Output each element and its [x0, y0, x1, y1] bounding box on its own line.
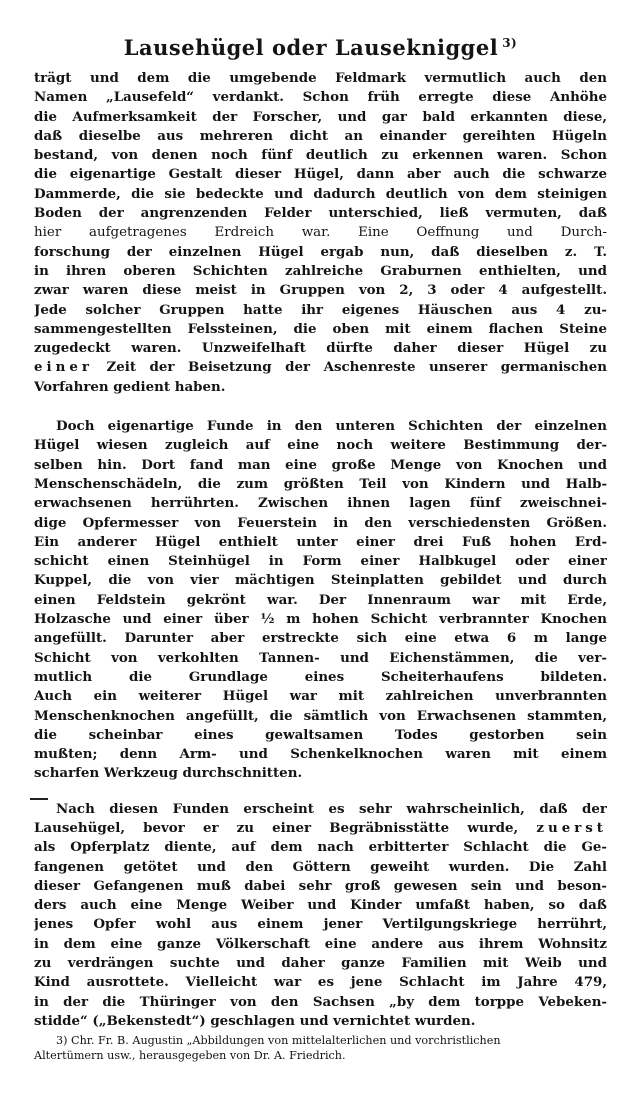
text-line-emphasis	[34, 358, 607, 377]
text-line: Doch eigenartige Funde in den unteren Schichten der einzelnen	[56, 418, 607, 435]
text-line: die eigenartige Gestalt dieser Hügel, dann aber auch die schwarze	[34, 166, 607, 183]
text-line: Dammerde, die sie bedeckte und dadurch deutlich von dem steinigen	[34, 185, 607, 202]
text-line: stidde“ („Bekenstedt“) geschlagen und vernichtet wurden.	[34, 1012, 476, 1029]
text-line: Ein anderer Hügel enthielt unter einer drei Fuß hohen Erd-	[34, 533, 607, 550]
text-line: erwachsenen herrührten. Zwischen ihnen lagen fünf zweischnei-	[34, 495, 607, 512]
text-line: Jede solcher Gruppen hatte ihr eigenes Häuschen aus 4 zu-	[34, 301, 607, 318]
text-line: mutlich die Grundlage eines Scheiterhaufens bildeten.	[34, 668, 607, 685]
text-line: zu verdrängen suchte und daher ganze Familien mit Weib und	[34, 955, 607, 972]
text-line: fangenen getötet und den Göttern geweiht wurden. Die Zahl	[34, 858, 607, 875]
text-line: bestand, von denen noch fünf deutlich zu erkennen waren. Schon	[34, 147, 607, 164]
footnote	[34, 1033, 607, 1063]
text-line: in ihren oberen Schichten zahlreiche Graburnen enthielten, und	[34, 262, 607, 279]
text-line: jenes Opfer wohl aus einem jener Vertilgungskriege herrührt,	[34, 916, 607, 933]
paragraph-1	[34, 69, 607, 397]
spaced-emphasis: zuerst	[536, 819, 607, 836]
text-line: dige Opfermesser von Feuerstein in den verschiedensten Größen.	[34, 514, 607, 531]
text-line: zugedeckt waren. Unzweifelhaft dürfte daher dieser Hügel zu	[34, 340, 607, 357]
text-line: mußten; denn Arm- und Schenkelknochen waren mit einem	[34, 746, 607, 763]
text-line: die Aufmerksamkeit der Forscher, und gar bald erkannten diese,	[34, 108, 607, 125]
text-line: Kuppel, die von vier mächtigen Steinplatten gebildet und durch	[34, 572, 607, 589]
text-line: forschung der einzelnen Hügel ergab nun, daß dieselben z. T.	[34, 243, 607, 260]
paragraph-gap	[34, 397, 607, 417]
text-line: dieser Gefangenen muß dabei sehr groß gewesen sein und beson-	[34, 877, 607, 894]
paragraph-gap	[34, 784, 607, 800]
paragraph-2	[34, 417, 607, 784]
text-line: selben hin. Dort fand man eine große Menge von Knochen und	[34, 456, 607, 473]
title-footnote-marker: 3)	[502, 36, 518, 50]
title-text: Lausehügel oder Lausekniggel	[123, 35, 499, 60]
text-line: daß dieselbe aus mehreren dicht an einander gereihten Hügeln	[34, 127, 607, 144]
text-line: die scheinbar eines gewaltsamen Todes gestorben sein	[34, 726, 607, 743]
text-line: Holzasche und einer über ½ m hohen Schicht verbrannter Knochen	[34, 611, 607, 628]
text-line: Auch ein weiterer Hügel war mit zahlreichen unverbrannten	[34, 688, 607, 705]
text-line: in der die Thüringer von den Sachsen „by dem torppe Vebeken-	[34, 993, 607, 1010]
text-line: trägt und dem die umgebende Feldmark vermutlich auch den	[34, 70, 607, 86]
text-line-emphasis	[34, 819, 607, 838]
text-line: zwar waren diese meist in Gruppen von 2, 3 oder 4 aufgestellt.	[34, 282, 607, 299]
text-line: Namen „Lausefeld“ verdankt. Schon früh erregte diese Anhöhe	[34, 89, 607, 106]
text-line: Hügel wiesen zugleich auf eine noch weitere Bestimmung der-	[34, 437, 607, 454]
text-line: Menschenschädeln, die zum größten Teil von Kindern und Halb-	[34, 475, 607, 492]
spaced-emphasis: einer	[34, 359, 93, 376]
text-line-start: Lausehügel, bevor er zu einer Begräbnisstätte wurde,	[34, 819, 537, 836]
text-line: angefüllt. Darunter aber erstreckte sich eine etwa 6 m lange	[34, 630, 607, 647]
text-line: in dem eine ganze Völkerschaft eine andere aus ihrem Wohnsitz	[34, 935, 607, 952]
text-line: Nach diesen Funden erscheint es sehr wahrscheinlich, daß der	[56, 800, 607, 817]
text-line: Schicht von verkohlten Tannen- und Eichenstämmen, die ver-	[34, 649, 607, 666]
text-line: als Opferplatz diente, auf dem nach erbitterter Schlacht die Ge-	[34, 839, 607, 856]
text-line: ders auch eine Menge Weiber und Kinder umfaßt haben, so daß	[34, 897, 607, 914]
page-title	[34, 30, 607, 61]
text-line: hier aufgetragenes Erdreich war. Eine Oeffnung und Durch-	[34, 225, 607, 241]
footnote-line: 3) Chr. Fr. B. Augustin „Abbildungen von mittelalterlichen und vorchristlichen	[56, 1034, 501, 1048]
text-line: schicht einen Steinhügel in Form einer Halbkugel oder einer	[34, 553, 607, 570]
text-line-rest: Zeit der Beisetzung der Aschenreste unserer germanischen	[92, 359, 607, 376]
text-line: scharfen Werkzeug durchschnitten.	[34, 765, 303, 782]
text-line: sammengestellten Felssteinen, die oben mit einem flachen Steine	[34, 320, 607, 337]
footnote-line: Altertümern usw., herausgegeben von Dr. A. Friedrich.	[34, 1049, 346, 1063]
text-line: Vorfahren gedient haben.	[34, 378, 226, 395]
paragraph-3	[34, 800, 607, 1032]
text-line: Menschenknochen angefüllt, die sämtlich von Erwachsenen stammten,	[34, 707, 607, 724]
text-line: Kind ausrottete. Vielleicht war es jene Schlacht im Jahre 479,	[34, 974, 607, 991]
text-line: einen Feldstein gekrönt war. Der Innenraum war mit Erde,	[34, 591, 607, 608]
paragraph-divider-mark	[30, 798, 48, 800]
text-line: Boden der angrenzenden Felder unterschied, ließ vermuten, daß	[34, 205, 607, 222]
